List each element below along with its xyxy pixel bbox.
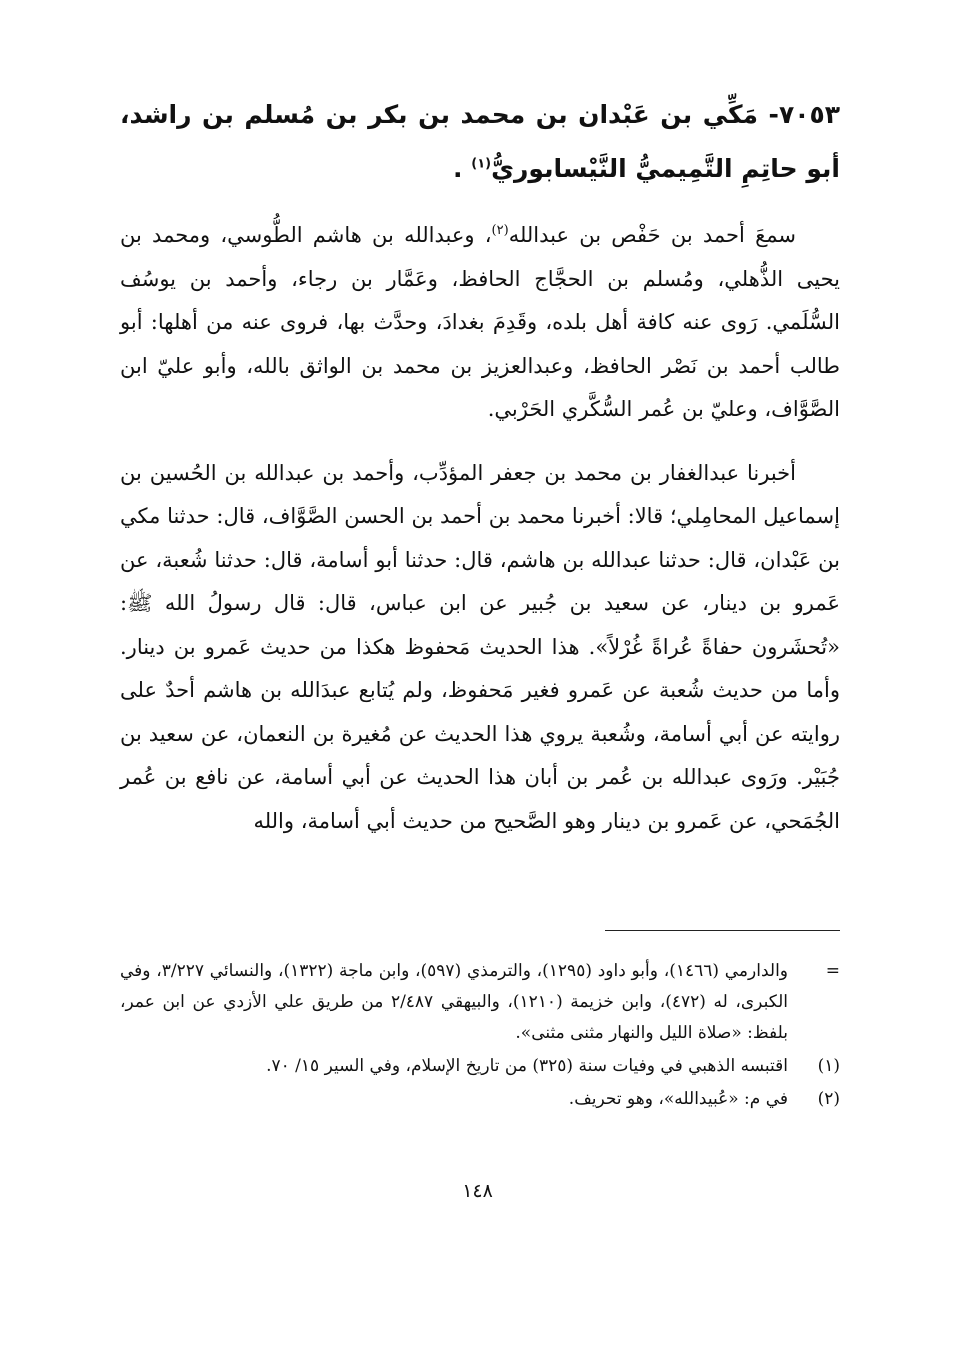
entry-title-end: . (453, 154, 463, 183)
footnote-2-number: (٢) (817, 1089, 840, 1109)
footnote-ref-2[interactable]: (٢) (491, 223, 509, 238)
paragraph-hadith-text: أخبرنا عبدالغفار بن محمد بن جعفر المؤدِّب، وأحمد بن عبدالله بن الحُسين بن إسماعيل المحامِلي؛ قالا: أخبرنا محمد بن أحمد بن الحسن الصَّوَّاف، قال: حدثنا مكي بن عَبْدان، قال: حدثنا عبدالله بن هاشم، قال: حدثنا أبو أسامة، قال: حدثنا شُعبة، عن عَمرو بن دينار، عن سعيد بن جُبير عن ابن عباس، قال: قال رسولُ الله ﷺ: «تُحشَرون حفاةً عُراةً غُرْلاً». هذا الحديث مَحفوظ هكذا من حديث عَمرو بن دينار. وأما من حديث شُعبة عن عَمرو فغير مَحفوظ، ولم يُتابع عبدَالله بن هاشم أحدٌ على روايته عن أبي أسامة، وشُعبة يروي هذا الحديث عن مُغيرة بن النعمان، عن سعيد بن جُبَيْر. ورَوى عبدالله بن عُمر بن أبان هذا الحديث عن أبي أسامة، عن نافع بن عُمر الجُمَحي، عن عَمرو بن دينار وهو الصَّحيح من حديث أبي أسامة، والله (120, 460, 840, 833)
footnotes (120, 956, 840, 1115)
paragraph-hadith (120, 452, 840, 844)
page-body (120, 88, 840, 1308)
paragraph-narrators-part2: ، وعبدالله بن هاشم الطُّوسي، ومحمد بن يحيى الذُّهلي، ومُسلم بن الحجَّاج الحافظ، وعَمَّار بن رجاء، وأحمد بن يوسُف السُّلَمي. رَوى عنه كافة أهل بلده، وقَدِمَ بغدادَ، وحدَّث بها، فروى عنه من أهلها: أبو طالب أحمد بن نَصْر الحافظ، وعبدالعزيز بن محمد بن الواثق بالله، وأبو عليّ ابن الصَّوَّاف، وعليّ بن عُمر السُّكَّري الحَرْبي. (120, 223, 840, 421)
footnote-continuation (120, 956, 840, 1049)
entry-heading (120, 88, 840, 196)
footnote-1-number: (١) (817, 1056, 840, 1076)
footnote-separator (605, 930, 840, 931)
footnote-ref-1[interactable]: (١) (471, 156, 492, 172)
entry-title: مَكِّي بن عَبْدان بن محمد بن بكر بن مُسلم بن راشد، أبو حاتِمِ التَّمِيميُّ النَّيْسابوريُّ (120, 100, 840, 183)
page-number: ١٤٨ (462, 1180, 493, 1202)
footnote-1-text: اقتبسه الذهبي في وفيات سنة (٣٢٥) من تاريخ الإسلام، وفي السير ١٥/ ٧٠. (266, 1056, 788, 1076)
entry-number: ٧٠٥٣- (768, 100, 840, 129)
paragraph-narrators-part1: سمعَ أحمد بن حَفْص بن عبدالله (508, 223, 796, 247)
footnote-2 (120, 1084, 840, 1115)
footnote-continuation-text: والدارمي (١٤٦٦)، وأبو داود (١٢٩٥)، والترمذي (٥٩٧)، وابن ماجة (١٣٢٢)، والنسائي ٣/٢٢٧، وفي الكبرى، له (٤٧٢)، وابن خزيمة (١٢١٠)، والبيهقي ٢/٤٨٧ من طريق علي الأزدي عن ابن عمر، بلفظ: «صلاة الليل والنهار مثنى مثنى». (120, 961, 788, 1043)
footnote-2-text: في م: «عُبيدالله»، وهو تحريف. (568, 1089, 788, 1109)
paragraph-narrators (120, 214, 840, 432)
footnote-1 (120, 1051, 840, 1082)
footnote-continuation-marker: = (825, 961, 840, 981)
